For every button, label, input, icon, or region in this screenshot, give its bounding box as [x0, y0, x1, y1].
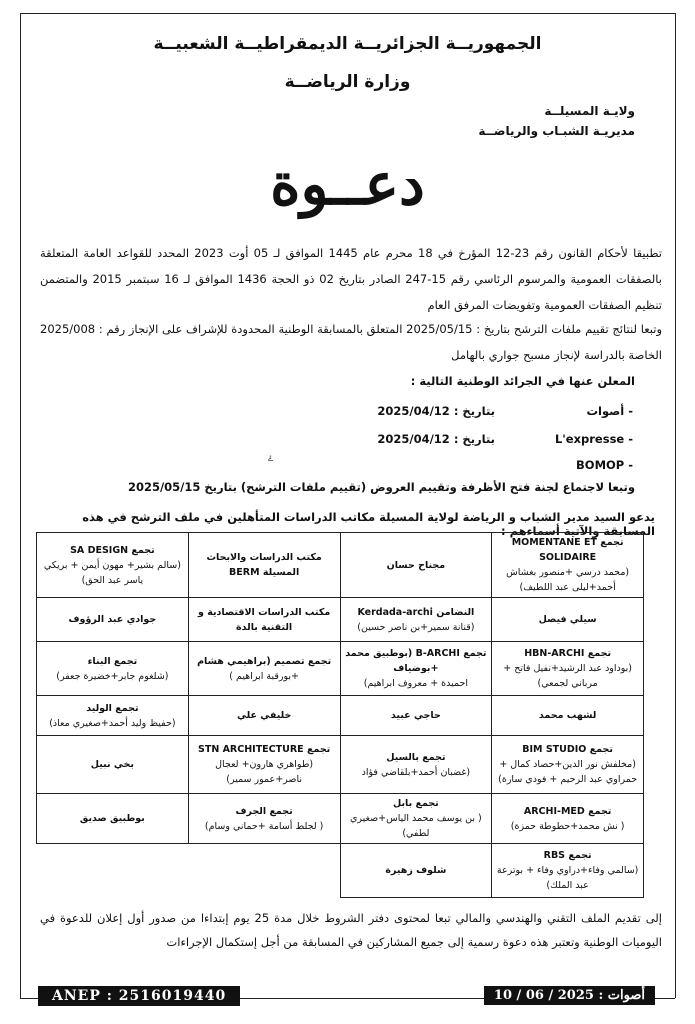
candidate-name: تجمع BIM STUDIO	[522, 744, 613, 755]
candidate-name: تجمع STN ARCHITECTURE	[198, 744, 331, 755]
directorate-label: مديريـة الشبـاب والرياضــة	[478, 124, 635, 138]
candidate-name: سيلي فيصل	[538, 614, 597, 625]
candidate-name: تجمع الوليد	[86, 702, 139, 714]
candidate-name: تجمع تصميم (براهيمي هشام	[197, 655, 332, 667]
meeting-paragraph: وتبعا لاجتماع لجنة فتح الأظرفة وتقييم العروض (تقييم ملفات الترشح) بتاريخ 2025/05/15	[127, 480, 635, 494]
candidate-members: +بورقبة ابراهيم )	[229, 670, 299, 682]
table-row	[37, 844, 644, 898]
table-row	[37, 533, 644, 598]
candidate-name: تجمع SA DESIGN	[70, 544, 155, 556]
candidate-name: بخي نبيل	[90, 759, 134, 770]
closing-paragraph: إلى تقديم الملف التقني والهندسي والمالي تبعا لمحتوى دفتر الشروط خلال مدة 25 يوم إبتداءا من صدور أول إعلان للدعوة في اليوميات الوطنية وتعتبر هذه دعوة رسمية إلى جميع المشاركين في المسابقة من أجل إستكمال الإجراءات	[40, 911, 662, 949]
table-row	[37, 642, 644, 696]
candidate-name: تجمع بالسيل	[386, 751, 446, 763]
publication-date-label: بتاريخ :	[453, 432, 495, 446]
publication-name: BOMOP -	[576, 458, 633, 472]
table-cell	[37, 736, 189, 794]
table-cell	[340, 844, 492, 898]
candidates-table	[36, 532, 644, 898]
table-cell	[37, 794, 189, 844]
candidate-members: احميدة + معروف ابراهيم)	[363, 678, 469, 689]
candidate-members: (طواهري هارون+ لعجال ناصر+عمور سمير)	[215, 759, 314, 785]
candidate-name: تجمع MOMENTANE ET SOLIDAIRE	[511, 537, 624, 563]
table-cell	[492, 794, 644, 844]
table-row	[37, 598, 644, 642]
candidate-name: خليفي علي	[236, 710, 292, 721]
publication-date	[377, 404, 495, 418]
table-cell	[37, 642, 189, 696]
table-cell	[188, 533, 340, 598]
candidate-members: (محمد درسي +منصور بغشاش أحمد+ليلى عبد اللطيف)	[506, 567, 630, 593]
candidate-members: (بوداود عبد الرشيد+نفيل فاتح + مرباني لجمعي)	[503, 663, 633, 689]
candidate-name: مجناح حسان	[386, 559, 446, 571]
candidate-name: تجمع البناء	[87, 655, 138, 667]
candidate-name: تجمع RBS	[543, 850, 592, 861]
republic-heading: الجمهوريــة الجزائريــة الديمقراطيــة الشعبيــة	[153, 34, 542, 54]
publication-name: L'expresse -	[554, 432, 633, 446]
publication-date	[377, 432, 495, 446]
candidate-name: مكتب الدراسات والابحاث المسيلة BERM	[206, 552, 322, 578]
candidate-name: بوطبيق صديق	[79, 813, 145, 824]
candidate-members: (سالم بشير+ مهون أيمن + بريكي ياسر عبد الحق)	[43, 559, 181, 586]
candidate-members: (مخلفش نور الدين+حصاد كمال + حمراوي عبد الرحيم + فودي سارة)	[498, 759, 638, 785]
candidate-members: (حفيظ وليد أحمد+صغيري معاذ)	[49, 717, 176, 729]
wilaya-label: ولايـة المسيلــة	[544, 104, 635, 118]
table-cell	[37, 696, 189, 736]
candidate-name: تجمع بابل	[392, 798, 439, 809]
candidate-name: تجمع الجرف	[235, 805, 293, 817]
publication-date-value: 2025/04/12	[377, 404, 450, 418]
table-cell	[492, 642, 644, 696]
candidate-members: ( نش محمد+حطوطة حمزة)	[510, 820, 625, 832]
candidate-name: النضامن Kerdada-archi	[357, 606, 475, 618]
candidate-members: ( لجلط أسامة +حماني وسام)	[204, 820, 324, 832]
candidate-name: حاجي عبيد	[390, 710, 441, 721]
empty-cell	[37, 844, 189, 898]
table-cell	[340, 736, 492, 794]
candidate-members: ( بن يوسف محمد الياس+صغيري لطفي)	[349, 813, 482, 839]
table-cell	[492, 844, 644, 898]
candidate-name: شلوف زهيرة	[385, 865, 447, 876]
publication-date-value: 2025/04/12	[377, 432, 450, 446]
candidate-name: لشهب محمد	[538, 710, 597, 721]
table-cell	[492, 736, 644, 794]
table-cell	[340, 533, 492, 598]
ministry-heading: وزارة الرياضــة	[284, 72, 411, 92]
table-row	[37, 736, 644, 794]
candidate-members: (سالمي وفاء+دراوي وفاء + بوترعة عبد الملك)	[496, 865, 639, 891]
table-cell	[340, 642, 492, 696]
candidate-members: (غضبان أحمد+بلقاضي فؤاد	[361, 766, 471, 778]
anep-reference: ANEP : 2516019440	[38, 986, 240, 1006]
table-row	[37, 696, 644, 736]
frame-top-border	[20, 13, 675, 14]
table-cell	[340, 696, 492, 736]
table-cell	[188, 736, 340, 794]
candidate-members: (قنانة سمير+بن ناصر حسين)	[357, 621, 475, 633]
empty-cell	[188, 844, 340, 898]
table-cell	[37, 533, 189, 598]
publication-name: - أصوات	[586, 404, 633, 418]
aswat-publication-date: أصوات : 2025 / 06 / 10	[484, 986, 655, 1005]
table-row	[37, 794, 644, 844]
table-cell	[188, 794, 340, 844]
table-cell	[492, 598, 644, 642]
candidate-name: تجمع ARCHI-MED	[523, 805, 612, 817]
table-cell	[188, 598, 340, 642]
publication-date-label: بتاريخ :	[453, 404, 495, 418]
candidate-name: تجمع HBN-ARCHI	[524, 648, 612, 659]
page-title: دعــوة	[270, 150, 425, 218]
candidate-members: (شلغوم جابر+خضيرة جعفر)	[56, 670, 169, 682]
announced-label: المعلن عنها في الجرائد الوطنية التالية :	[410, 374, 635, 388]
table-cell	[37, 598, 189, 642]
invite-paragraph: يدعو السيد مدير الشباب و الرياضة لولاية المسيلة مكاتب الدراسات المتأهلين في ملف الترشح في هذه المسابقة والآتية أسماءهم :	[82, 510, 655, 538]
scan-mark: ۓ	[268, 454, 274, 464]
evaluation-paragraph: وتبعا لنتائج تقييم ملفات الترشح بتاريخ : 2025/05/15 المتعلق بالمسابقة الوطنية المحدودة للإشراف على الإنجاز رقم : 2025/008 الخاصة بالدراسة لإنجاز مسبح جواري بالهامل	[40, 322, 662, 362]
legal-paragraph: تطبيقا لأحكام القانون رقم 23-12 المؤرخ في 18 محرم عام 1445 الموافق لـ 05 أوت 2023 المحدد للقواعد العامة المتعلقة بالصفقات العمومية والمرسوم الرئاسي رقم 15-247 الصادر بتاريخ 02 ذو الحجة 1436 الموافق لـ 16 سبتمبر 2015 والمتضمن تنظيم الصفقات العمومية وتفويضات المرفق العام	[40, 246, 662, 312]
candidate-name: مكتب الدراسات الاقتصادية و التقنية بالدة	[198, 606, 331, 633]
candidate-name: تجمع B-ARCHI (بوطبيق محمد +بوضياف	[345, 648, 487, 674]
table-cell	[340, 794, 492, 844]
table-cell	[492, 696, 644, 736]
table-cell	[340, 598, 492, 642]
table-cell	[492, 533, 644, 598]
table-cell	[188, 642, 340, 696]
table-cell	[188, 696, 340, 736]
candidate-name: جوادي عبد الرؤوف	[68, 614, 157, 625]
